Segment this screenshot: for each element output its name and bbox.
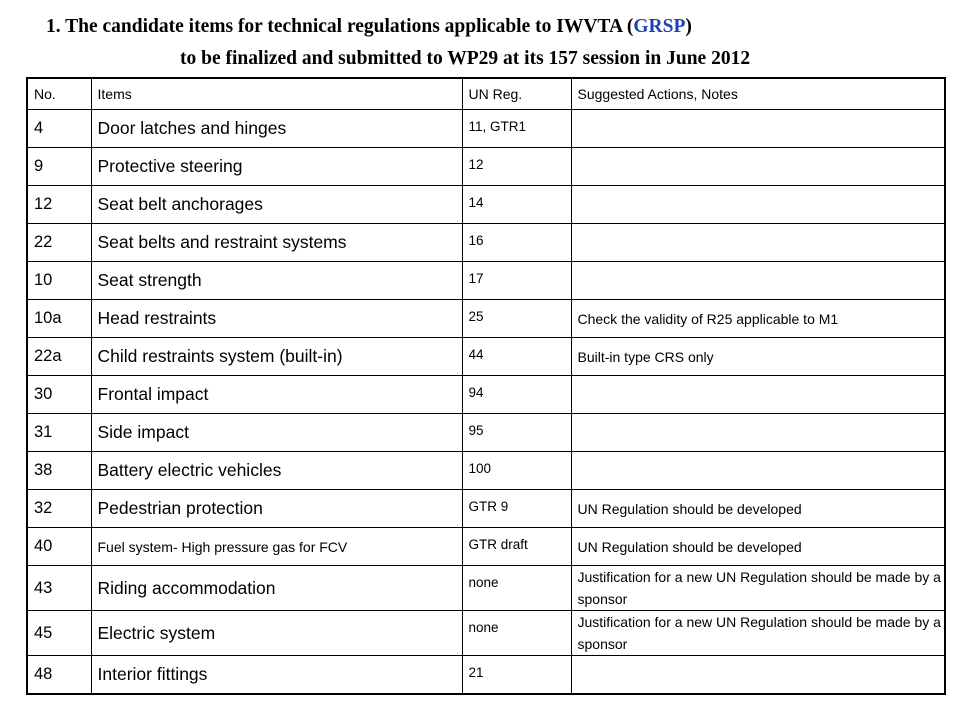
cell-un-reg: 16 bbox=[462, 224, 571, 262]
cell-un-reg: 21 bbox=[462, 656, 571, 695]
table-row bbox=[27, 611, 945, 656]
cell-no: 45 bbox=[27, 611, 91, 656]
cell-no: 10a bbox=[27, 300, 91, 338]
cell-no: 30 bbox=[27, 376, 91, 414]
table-row bbox=[27, 656, 945, 695]
cell-notes bbox=[571, 376, 945, 414]
cell-item: Head restraints bbox=[91, 300, 462, 338]
header-un-reg: UN Reg. bbox=[462, 78, 571, 110]
header-no: No. bbox=[27, 78, 91, 110]
table-row bbox=[27, 224, 945, 262]
table-row bbox=[27, 490, 945, 528]
table-row bbox=[27, 566, 945, 611]
regulations-table bbox=[26, 77, 946, 695]
table-row bbox=[27, 338, 945, 376]
cell-notes bbox=[571, 110, 945, 148]
cell-un-reg: 95 bbox=[462, 414, 571, 452]
cell-no: 10 bbox=[27, 262, 91, 300]
cell-no: 38 bbox=[27, 452, 91, 490]
cell-un-reg: 44 bbox=[462, 338, 571, 376]
cell-no: 22 bbox=[27, 224, 91, 262]
cell-un-reg: none bbox=[462, 566, 571, 611]
cell-no: 40 bbox=[27, 528, 91, 566]
cell-item: Door latches and hinges bbox=[91, 110, 462, 148]
table-row bbox=[27, 110, 945, 148]
cell-notes: Check the validity of R25 applicable to M1 bbox=[571, 300, 945, 338]
cell-item: Child restraints system (built-in) bbox=[91, 338, 462, 376]
table-row bbox=[27, 414, 945, 452]
cell-notes bbox=[571, 452, 945, 490]
cell-notes: Justification for a new UN Regulation should be made by a sponsor bbox=[571, 566, 945, 611]
title-suffix: ) bbox=[685, 16, 692, 37]
cell-item: Fuel system- High pressure gas for FCV bbox=[91, 528, 462, 566]
title-line-1 bbox=[46, 16, 692, 38]
cell-no: 4 bbox=[27, 110, 91, 148]
cell-item: Battery electric vehicles bbox=[91, 452, 462, 490]
title-line-2: to be finalized and submitted to WP29 at its 157 session in June 2012 bbox=[180, 48, 751, 69]
cell-item: Seat belts and restraint systems bbox=[91, 224, 462, 262]
title-highlight-grsp: GRSP bbox=[633, 16, 686, 37]
cell-no: 32 bbox=[27, 490, 91, 528]
cell-no: 22a bbox=[27, 338, 91, 376]
cell-notes bbox=[571, 414, 945, 452]
cell-un-reg: GTR draft bbox=[462, 528, 571, 566]
cell-un-reg: none bbox=[462, 611, 571, 656]
table-row bbox=[27, 300, 945, 338]
cell-un-reg: 12 bbox=[462, 148, 571, 186]
cell-item: Riding accommodation bbox=[91, 566, 462, 611]
cell-un-reg: 94 bbox=[462, 376, 571, 414]
cell-un-reg: 100 bbox=[462, 452, 571, 490]
header-notes: Suggested Actions, Notes bbox=[571, 78, 945, 110]
cell-notes: Built-in type CRS only bbox=[571, 338, 945, 376]
table-row bbox=[27, 186, 945, 224]
cell-notes: UN Regulation should be developed bbox=[571, 490, 945, 528]
cell-item: Side impact bbox=[91, 414, 462, 452]
cell-un-reg: 14 bbox=[462, 186, 571, 224]
cell-notes bbox=[571, 148, 945, 186]
title-prefix: 1. The candidate items for technical regulations applicable to IWVTA ( bbox=[46, 16, 634, 37]
cell-notes bbox=[571, 262, 945, 300]
cell-notes: Justification for a new UN Regulation should be made by a sponsor bbox=[571, 611, 945, 656]
cell-un-reg: 11, GTR1 bbox=[462, 110, 571, 148]
header-items: Items bbox=[91, 78, 462, 110]
table-row bbox=[27, 528, 945, 566]
cell-no: 43 bbox=[27, 566, 91, 611]
cell-no: 31 bbox=[27, 414, 91, 452]
cell-un-reg: 25 bbox=[462, 300, 571, 338]
cell-no: 48 bbox=[27, 656, 91, 695]
cell-item: Interior fittings bbox=[91, 656, 462, 695]
cell-notes: UN Regulation should be developed bbox=[571, 528, 945, 566]
cell-item: Protective steering bbox=[91, 148, 462, 186]
cell-item: Pedestrian protection bbox=[91, 490, 462, 528]
cell-un-reg: 17 bbox=[462, 262, 571, 300]
cell-item: Electric system bbox=[91, 611, 462, 656]
cell-item: Seat strength bbox=[91, 262, 462, 300]
table-row bbox=[27, 452, 945, 490]
cell-item: Seat belt anchorages bbox=[91, 186, 462, 224]
cell-notes bbox=[571, 186, 945, 224]
table-row bbox=[27, 376, 945, 414]
cell-item: Frontal impact bbox=[91, 376, 462, 414]
table-row bbox=[27, 148, 945, 186]
cell-no: 9 bbox=[27, 148, 91, 186]
table-header-row bbox=[27, 78, 945, 110]
cell-notes bbox=[571, 656, 945, 695]
cell-no: 12 bbox=[27, 186, 91, 224]
table-row bbox=[27, 262, 945, 300]
cell-notes bbox=[571, 224, 945, 262]
cell-un-reg: GTR 9 bbox=[462, 490, 571, 528]
